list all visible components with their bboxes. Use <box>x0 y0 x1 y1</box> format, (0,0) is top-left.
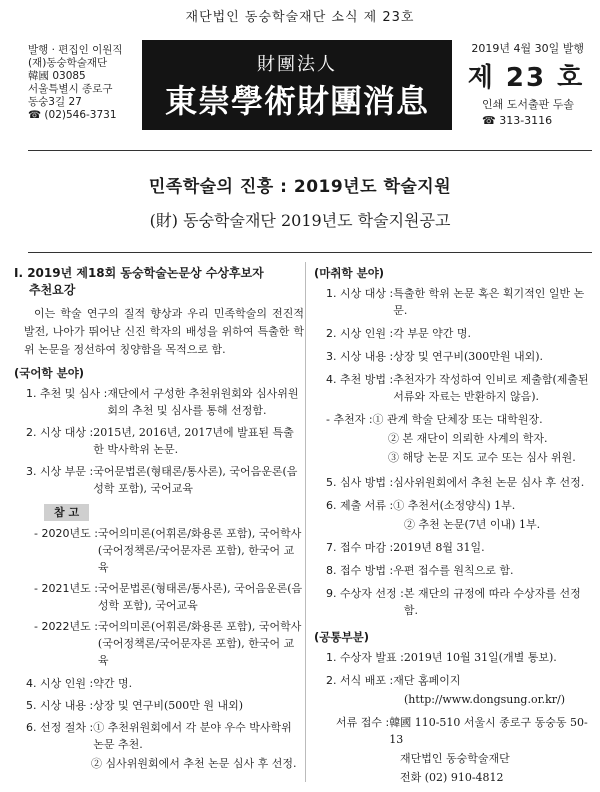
list-item <box>314 371 590 405</box>
recommender-value: ① 관계 학술 단체장 또는 대학원장. <box>372 413 543 426</box>
masthead-logo <box>142 40 452 130</box>
item-value: 국어문법론(형태론/통사론), 국어음운론(음성학 포함), 국어교육 <box>93 465 298 495</box>
list-item <box>314 649 590 666</box>
category-heading: (마취학 분야) <box>314 266 385 280</box>
recommender-line: ③ 해당 논문 지도 교수 또는 심사 위원. <box>388 451 576 464</box>
year-value: 국어의미론(어휘론/화용론 포함), 국어학사(국어정책론/국어문자론 포함), 한국어 교육 <box>97 527 302 574</box>
publisher-line: 발행 · 편집인 이원직 <box>28 44 123 56</box>
year-label: - 2021년도 : <box>34 582 98 595</box>
masthead-big-title: 東崇學術財團消息 <box>164 82 429 120</box>
item-value: 재단 홈페이지 <box>393 674 461 687</box>
item-label: 8. 접수 방법 : <box>326 564 394 577</box>
item-continuation: ② 추천 논문(7년 이내) 1부. <box>404 518 541 531</box>
item-value: 2019년 8월 31일. <box>393 541 485 554</box>
item-continuation: ② 심사위원회에서 추천 논문 심사 후 선정. <box>91 757 297 770</box>
recommender-label: - 추천자 : <box>326 413 373 426</box>
homepage-url: (http://www.dongsung.or.kr/) <box>404 693 566 706</box>
list-item <box>14 675 304 692</box>
publisher-line: 동숭3길 27 <box>28 96 82 108</box>
item-label: 2. 서식 배포 : <box>326 674 394 687</box>
item-label: 9. 수상자 선정 : <box>326 587 404 600</box>
item-label: 4. 시상 인원 : <box>26 677 94 690</box>
intro-paragraph: 이는 학술 연구의 질적 향상과 우리 민족학술의 전진적 발전, 나아가 뛰어난 신진 학자의 배성을 위하여 특출한 학위 논문을 정선하여 칭양함을 목적으로 함. <box>24 307 304 356</box>
year-label: - 2020년도 : <box>34 527 98 540</box>
printer-name: 인쇄 도서출판 두솔 <box>482 98 575 111</box>
address-line: 재단법인 동숭학술재단 <box>400 752 510 765</box>
publisher-info <box>28 44 123 122</box>
item-label: 2. 시상 대상 : <box>26 426 94 439</box>
title-divider <box>28 252 592 253</box>
issue-date: 2019년 4월 30일 발행 <box>471 42 584 55</box>
issue-info <box>462 42 590 128</box>
header-divider <box>28 150 592 151</box>
recommender-line: ② 본 재단이 의뢰한 사계의 학자. <box>388 432 548 445</box>
list-item <box>314 285 590 319</box>
publisher-line: (재)동숭학술재단 <box>28 57 108 69</box>
address-line: 韓國 110-510 서울시 종로구 동숭동 50-13 <box>389 716 588 746</box>
item-label: 4. 추천 방법 : <box>326 373 394 386</box>
list-item <box>314 497 590 514</box>
publisher-line: ☎ (02)546-3731 <box>28 109 117 121</box>
item-value: 우편 접수를 원칙으로 함. <box>393 564 514 577</box>
item-value: 각 부문 약간 명. <box>393 327 471 340</box>
category-heading: (공통부분) <box>314 630 369 644</box>
publisher-line: 韓國 03085 <box>28 70 86 82</box>
item-label: 6. 선정 절차 : <box>26 721 94 734</box>
item-label: 3. 시상 부문 : <box>26 465 94 478</box>
item-value: 재단에서 구성한 추천위원회와 심사위원회의 추천 및 심사를 통해 선정함. <box>107 387 299 417</box>
newsletter-top-banner: 재단법인 동숭학술재단 소식 제 23호 <box>185 10 415 25</box>
section-title: I. 2019년 제18회 동숭학술논문상 수상후보자 <box>14 266 264 280</box>
sub-title: (財) 동숭학술재단 2019년도 학술지원공고 <box>149 211 451 230</box>
item-label: 5. 시상 내용 : <box>26 699 94 712</box>
year-label: - 2022년도 : <box>34 620 98 633</box>
item-value: 본 재단의 규정에 따라 수상자를 선정함. <box>403 587 581 617</box>
item-label: 1. 수상자 발표 : <box>326 651 404 664</box>
item-value: 2015년, 2016년, 2017년에 발표된 특출한 박사학위 논문. <box>93 426 294 456</box>
item-value: 약간 명. <box>93 677 133 690</box>
right-column <box>314 265 590 786</box>
list-item <box>314 672 590 689</box>
year-value: 국어의미론(어휘론/화용론 포함), 국어학사(국어정책론/국어문자론 포함), 한국어 교육 <box>97 620 302 667</box>
item-label: 7. 접수 마감 : <box>326 541 394 554</box>
list-item <box>314 562 590 579</box>
item-value: 상장 및 연구비(500만 원 내외) <box>93 699 244 712</box>
masthead-small-title: 財團法人 <box>257 54 337 75</box>
list-item <box>314 539 590 556</box>
list-item <box>314 474 590 491</box>
list-item <box>14 463 304 497</box>
year-value: 국어문법론(형태론/통사론), 국어음운론(음성학 포함), 국어교육 <box>97 582 303 612</box>
recommender-item <box>314 411 590 428</box>
list-item <box>14 697 304 714</box>
section-title-2: 추천요강 <box>29 283 76 297</box>
category-heading: (국어학 분야) <box>14 366 85 380</box>
list-item <box>314 325 590 342</box>
item-value: 추천자가 작성하여 인비로 제출함(제출된 서류와 자료는 반환하지 않음). <box>393 373 589 403</box>
list-item <box>14 424 304 458</box>
item-label: 2. 시상 인원 : <box>326 327 394 340</box>
address-item <box>314 714 590 748</box>
list-item <box>314 348 590 365</box>
item-label: 1. 추천 및 심사 : <box>26 387 108 400</box>
item-value: ① 추천위원회에서 각 분야 우수 박사학위 논문 추천. <box>93 721 292 751</box>
item-label: 3. 시상 내용 : <box>326 350 394 363</box>
item-label: 1. 시상 대상 : <box>326 287 394 300</box>
address-line: 전화 (02) 910-4812 <box>400 771 504 784</box>
item-label: 5. 심사 방법 : <box>326 476 394 489</box>
list-item <box>14 719 304 753</box>
year-item <box>34 580 304 614</box>
item-value: 심사위원회에서 추천 논문 심사 후 선정. <box>393 476 585 489</box>
item-value: ① 추천서(소정양식) 1부. <box>393 499 516 512</box>
year-item <box>34 618 304 669</box>
item-value: 2019년 10월 31일(개별 통보). <box>403 651 557 664</box>
printer-tel: ☎ 313-3116 <box>482 114 553 127</box>
left-column <box>14 265 304 772</box>
list-item <box>14 385 304 419</box>
item-label: 6. 제출 서류 : <box>326 499 394 512</box>
publisher-line: 서울특별시 종로구 <box>28 83 113 95</box>
issue-number: 제 23 호 <box>467 63 585 93</box>
item-value: 특출한 학위 논문 혹은 획기적인 일반 논문. <box>393 287 585 317</box>
column-divider <box>305 262 306 782</box>
main-title: 민족학술의 진흥 : 2019년도 학술지원 <box>148 177 452 197</box>
item-value: 상장 및 연구비(300만원 내외). <box>393 350 544 363</box>
year-item <box>34 525 304 576</box>
list-item <box>314 585 590 619</box>
reference-label: 참 고 <box>44 504 89 521</box>
address-label: 서류 접수 : <box>336 716 390 729</box>
